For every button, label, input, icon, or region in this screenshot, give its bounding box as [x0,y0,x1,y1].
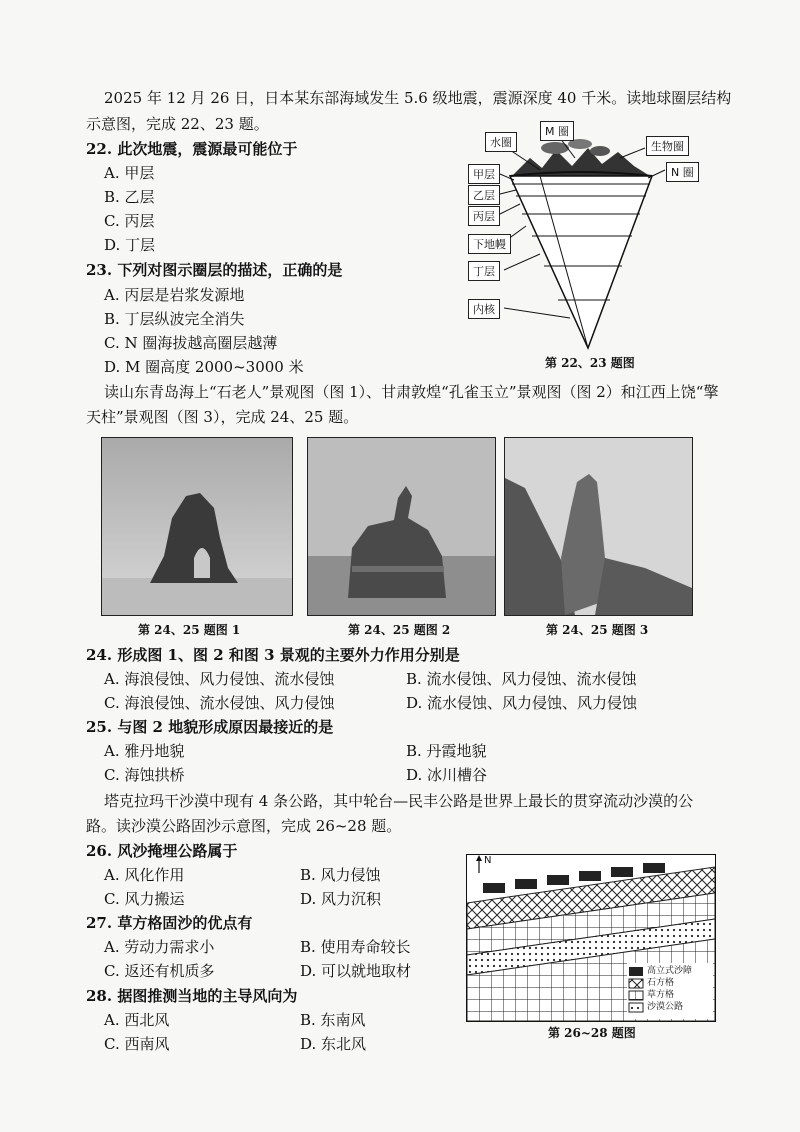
label-n-sphere: N 圈 [666,162,699,182]
q22-option-c[interactable]: C. 丙层 [104,212,155,230]
q24-option-b[interactable]: B. 流水侵蚀、风力侵蚀、流水侵蚀 [406,670,637,688]
intro2-line-2: 天柱”景观图（图 3），完成 24、25 题。 [86,408,359,426]
q28-option-b[interactable]: B. 东南风 [300,1011,366,1029]
q24-option-d[interactable]: D. 流水侵蚀、风力侵蚀、风力侵蚀 [406,694,638,712]
label-ding-layer: 丁层 [468,261,500,281]
q25-stem: 25. 与图 2 地貌形成原因最接近的是 [86,718,334,736]
label-water-sphere: 水圈 [485,132,517,152]
q26-option-c[interactable]: C. 风力搬运 [104,890,185,908]
fig-22-23-caption: 第 22、23 题图 [545,356,635,370]
q23-option-c[interactable]: C. N 圈海拔越高圈层越薄 [104,334,278,352]
intro-line-1: 2025 年 12 月 26 日，日本某东部海域发生 5.6 级地震，震源深度 40 千米。读地球圈层结构 [104,89,732,107]
q27-option-d[interactable]: D. 可以就地取材 [300,962,412,980]
q25-option-a[interactable]: A. 雅丹地貌 [104,742,185,760]
q26-stem: 26. 风沙掩埋公路属于 [86,842,238,860]
intro3-line-1: 塔克拉玛干沙漠中现有 4 条公路，其中轮台—民丰公路是世界上最长的贯穿流动沙漠的公 [104,792,694,810]
fig-26-28-caption: 第 26~28 题图 [548,1026,636,1040]
q27-option-a[interactable]: A. 劳动力需求小 [104,938,215,956]
north-label: N [484,855,492,866]
photo-kongque-yuli [307,437,496,616]
label-inner-core: 内核 [468,299,500,319]
q22-option-b[interactable]: B. 乙层 [104,188,155,206]
photo-caption-1: 第 24、25 题图 1 [138,623,241,637]
q28-option-a[interactable]: A. 西北风 [104,1011,170,1029]
q26-option-a[interactable]: A. 风化作用 [104,866,185,884]
intro3-line-2: 路。读沙漠公路固沙示意图，完成 26~28 题。 [86,817,402,835]
photo-caption-3: 第 24、25 题图 3 [546,623,649,637]
q25-option-d[interactable]: D. 冰川槽谷 [406,766,488,784]
earth-layers-figure [460,118,710,380]
q26-option-d[interactable]: D. 风力沉积 [300,890,382,908]
q23-option-b[interactable]: B. 丁层纵波完全消失 [104,310,245,328]
q24-option-a[interactable]: A. 海浪侵蚀、风力侵蚀、流水侵蚀 [104,670,335,688]
q22-stem: 22. 此次地震，震源最可能位于 [86,140,298,158]
q25-option-b[interactable]: B. 丹霞地貌 [406,742,487,760]
q24-stem: 24. 形成图 1、图 2 和图 3 景观的主要外力作用分别是 [86,646,460,664]
q24-option-c[interactable]: C. 海浪侵蚀、流水侵蚀、风力侵蚀 [104,694,335,712]
q27-option-c[interactable]: C. 返还有机质多 [104,962,215,980]
label-bing-layer: 丙层 [468,206,500,226]
q28-option-d[interactable]: D. 东北风 [300,1035,367,1053]
sand-fixing-figure [466,854,716,1022]
legend-straw-grid: 草方格 [647,990,675,1000]
photo-shilaoren [101,437,293,616]
photo-caption-2: 第 24、25 题图 2 [348,623,451,637]
legend-stone-grid: 石方格 [647,978,675,988]
photo-qingtianzhu [504,437,693,616]
q26-option-b[interactable]: B. 风力侵蚀 [300,866,381,884]
legend-desert-road: 沙漠公路 [647,1002,684,1012]
intro-line-2: 示意图，完成 22、23 题。 [86,115,269,133]
label-m-sphere: M 圈 [540,121,574,141]
q23-option-a[interactable]: A. 丙层是岩浆发源地 [104,286,245,304]
label-jia-layer: 甲层 [468,164,500,184]
legend-high-fence: 高立式沙障 [647,966,693,976]
label-yi-layer: 乙层 [468,185,500,205]
q23-option-d[interactable]: D. M 圈高度 2000~3000 米 [104,358,304,376]
q25-option-c[interactable]: C. 海蚀拱桥 [104,766,185,784]
q27-option-b[interactable]: B. 使用寿命较长 [300,938,411,956]
q28-stem: 28. 据图推测当地的主导风向为 [86,987,298,1005]
q28-option-c[interactable]: C. 西南风 [104,1035,170,1053]
q27-stem: 27. 草方格固沙的优点有 [86,914,253,932]
q23-stem: 23. 下列对图示圈层的描述，正确的是 [86,261,343,279]
label-bio-sphere: 生物圈 [646,136,689,156]
q22-option-d[interactable]: D. 丁层 [104,236,156,254]
intro2-line-1: 读山东青岛海上“石老人”景观图（图 1）、甘肃敦煌“孔雀玉立”景观图（图 2）和江西上饶“擎 [104,383,719,401]
q22-option-a[interactable]: A. 甲层 [104,164,155,182]
label-lower-mantle: 下地幔 [468,234,511,254]
